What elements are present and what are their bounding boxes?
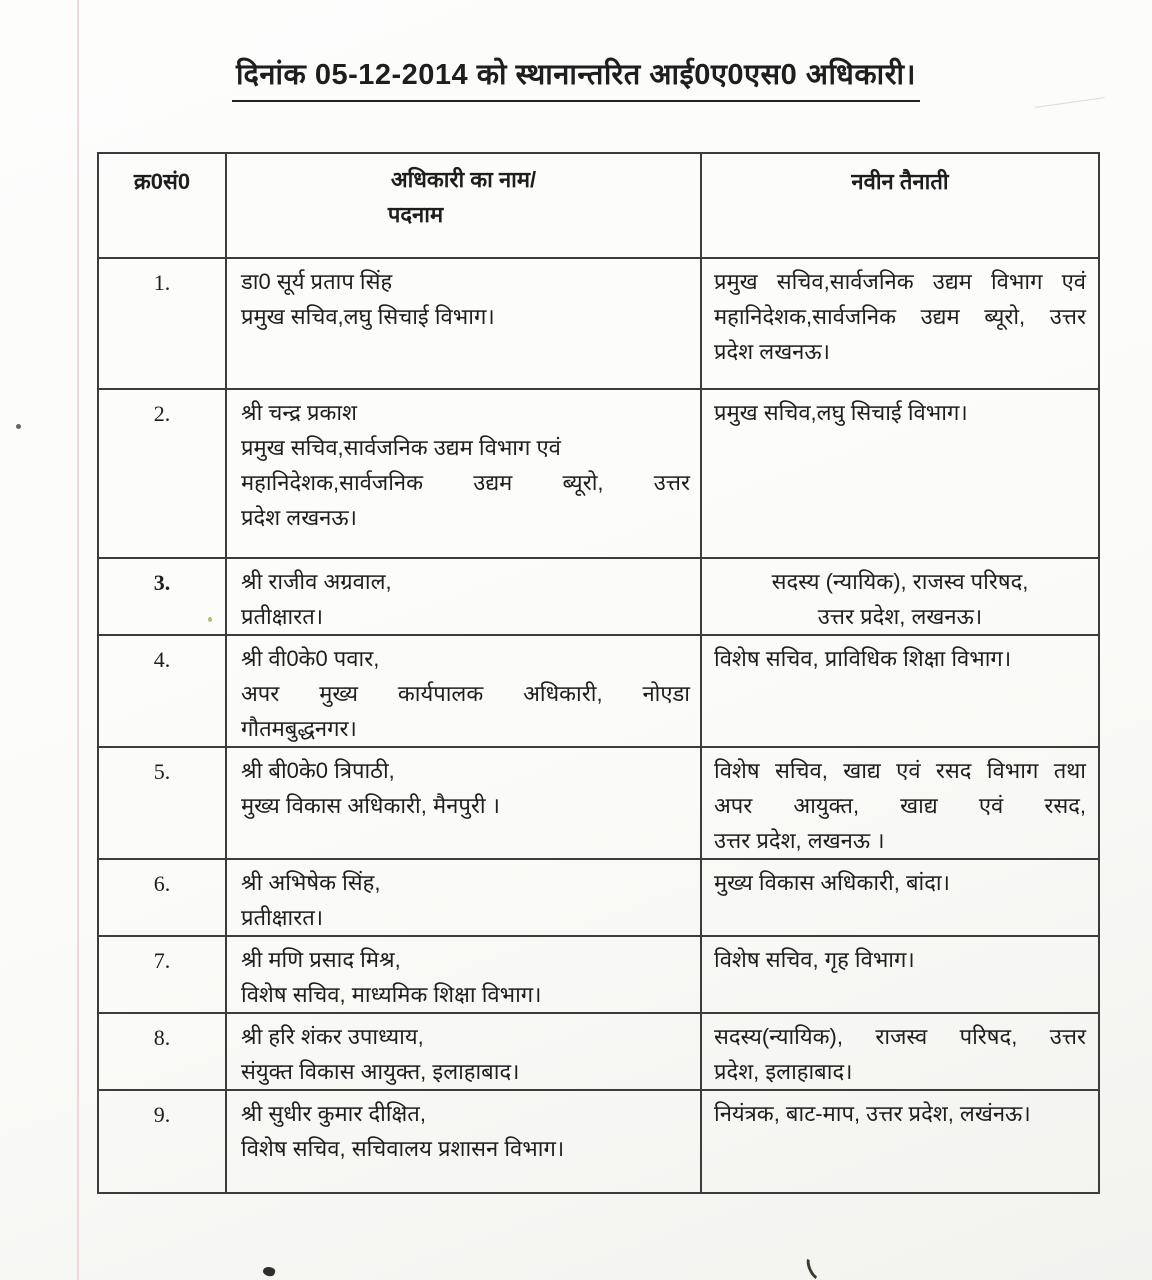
row9-name-line: श्री सुधीर कुमार दीक्षित, bbox=[241, 1101, 426, 1126]
row2-posting-line: प्रमुख सचिव,लघु सिचाई विभाग। bbox=[714, 400, 968, 425]
table-row bbox=[98, 936, 1099, 1013]
row7-posting-line: विशेष सचिव, गृह विभाग। bbox=[714, 947, 915, 972]
paper-margin-line bbox=[77, 0, 79, 1280]
row1-officer-name bbox=[226, 258, 701, 389]
row2-officer-name bbox=[226, 389, 701, 558]
row1-serial: 1. bbox=[98, 258, 226, 389]
header-name-line2: पदनाम bbox=[387, 202, 444, 227]
table-row bbox=[98, 1090, 1099, 1193]
header-posting-label: नवीन तैनाती bbox=[851, 169, 949, 194]
row8-name-line: संयुक्त विकास आयुक्त, इलाहाबाद। bbox=[241, 1059, 520, 1084]
row1-name-line: डा0 सूर्य प्रताप सिंह bbox=[241, 269, 393, 294]
row5-name-line: श्री बी0के0 त्रिपाठी, bbox=[241, 758, 395, 783]
row5-new-posting bbox=[701, 747, 1099, 859]
row5-serial: 5. bbox=[98, 747, 226, 859]
table-row bbox=[98, 558, 1099, 635]
row8-name-line: श्री हरि शंकर उपाध्याय, bbox=[241, 1024, 424, 1049]
row6-new-posting bbox=[701, 859, 1099, 936]
row2-serial: 2. bbox=[98, 389, 226, 558]
row4-name-line: श्री वी0के0 पवार, bbox=[241, 646, 380, 671]
row4-new-posting bbox=[701, 635, 1099, 747]
row1-name-line: प्रमुख सचिव,लघु सिचाई विभाग। bbox=[241, 304, 495, 329]
ink-curl-artifact bbox=[803, 1251, 829, 1280]
row1-new-posting bbox=[701, 258, 1099, 389]
document-title bbox=[0, 54, 1152, 102]
row6-posting-line: मुख्य विकास अधिकारी, बांदा। bbox=[714, 870, 950, 895]
row5-posting-line: उत्तर प्रदेश, लखनऊ । bbox=[714, 828, 885, 853]
table-row bbox=[98, 1013, 1099, 1090]
row8-serial: 8. bbox=[98, 1013, 226, 1090]
row2-name-line: महानिदेशक,सार्वजनिक उद्यम ब्यूरो, उत्तर bbox=[241, 470, 690, 495]
row5-name-line: मुख्य विकास अधिकारी, मैनपुरी । bbox=[241, 793, 500, 818]
row9-new-posting bbox=[701, 1090, 1099, 1193]
row7-officer-name bbox=[226, 936, 701, 1013]
row3-posting-line: सदस्य (न्यायिक), राजस्व परिषद, bbox=[771, 569, 1029, 594]
row4-posting-line: विशेष सचिव, प्राविधिक शिक्षा विभाग। bbox=[714, 646, 1012, 671]
transfer-table bbox=[97, 152, 1100, 1194]
table-row bbox=[98, 258, 1099, 389]
row2-name-line: प्रदेश लखनऊ। bbox=[241, 505, 358, 530]
row1-posting-line: प्रमुख सचिव,सार्वजनिक उद्यम विभाग एवं bbox=[714, 269, 1086, 294]
row6-name-line: श्री अभिषेक सिंह, bbox=[241, 870, 381, 895]
row2-name-line: श्री चन्द्र प्रकाश bbox=[241, 400, 358, 425]
row9-officer-name bbox=[226, 1090, 701, 1193]
row3-name-line: प्रतीक्षारत। bbox=[241, 604, 324, 629]
row4-name-line: गौतमबुद्धनगर। bbox=[241, 716, 357, 741]
row8-posting-line: सदस्य(न्यायिक), राजस्व परिषद, उत्तर bbox=[714, 1024, 1086, 1049]
ink-speck-artifact bbox=[208, 617, 212, 622]
row9-posting-line: नियंत्रक, बाट-माप, उत्तर प्रदेश, लखंनऊ। bbox=[714, 1101, 1031, 1126]
row3-officer-name bbox=[226, 558, 701, 635]
row5-posting-line: विशेष सचिव, खाद्य एवं रसद विभाग तथा bbox=[714, 758, 1086, 783]
row6-serial: 6. bbox=[98, 859, 226, 936]
table-row bbox=[98, 389, 1099, 558]
row2-name-line: प्रमुख सचिव,सार्वजनिक उद्यम विभाग एवं bbox=[241, 435, 561, 460]
row8-new-posting bbox=[701, 1013, 1099, 1090]
row6-officer-name bbox=[226, 859, 701, 936]
row4-serial: 4. bbox=[98, 635, 226, 747]
table-row bbox=[98, 859, 1099, 936]
row3-posting-line: उत्तर प्रदेश, लखनऊ। bbox=[817, 604, 983, 629]
header-posting bbox=[701, 153, 1099, 258]
row8-posting-line: प्रदेश, इलाहाबाद। bbox=[714, 1059, 853, 1084]
header-name-line1: अधिकारी का नाम/ bbox=[390, 167, 537, 192]
table-row bbox=[98, 635, 1099, 747]
row3-serial: 3. bbox=[98, 558, 226, 635]
row7-name-line: विशेष सचिव, माध्यमिक शिक्षा विभाग। bbox=[241, 982, 542, 1007]
row6-name-line: प्रतीक्षारत। bbox=[241, 905, 324, 930]
row1-posting-line: महानिदेशक,सार्वजनिक उद्यम ब्यूरो, उत्तर bbox=[714, 304, 1086, 329]
row7-name-line: श्री मणि प्रसाद मिश्र, bbox=[241, 947, 401, 972]
header-name bbox=[226, 153, 701, 258]
ink-dot-artifact bbox=[16, 424, 21, 429]
row9-name-line: विशेष सचिव, सचिवालय प्रशासन विभाग। bbox=[241, 1136, 565, 1161]
document-title-text: दिनांक 05-12-2014 को स्थानान्तरित आई0ए0एस0 अधिकारी। bbox=[232, 54, 920, 102]
row7-serial: 7. bbox=[98, 936, 226, 1013]
row1-posting-line: प्रदेश लखनऊ। bbox=[714, 339, 831, 364]
header-serial-label: क्र0सं0 bbox=[133, 169, 191, 194]
row3-new-posting bbox=[701, 558, 1099, 635]
row4-officer-name bbox=[226, 635, 701, 747]
row5-posting-line: अपर आयुक्त, खाद्य एवं रसद, bbox=[714, 793, 1086, 818]
row3-name-line: श्री राजीव अग्रवाल, bbox=[241, 569, 392, 594]
row4-name-line: अपर मुख्य कार्यपालक अधिकारी, नोएडा bbox=[241, 681, 690, 706]
table-row bbox=[98, 747, 1099, 859]
ink-blob-artifact bbox=[262, 1266, 276, 1278]
row7-new-posting bbox=[701, 936, 1099, 1013]
table-header-row bbox=[98, 153, 1099, 258]
row8-officer-name bbox=[226, 1013, 701, 1090]
row2-new-posting bbox=[701, 389, 1099, 558]
row9-serial: 9. bbox=[98, 1090, 226, 1193]
row5-officer-name bbox=[226, 747, 701, 859]
